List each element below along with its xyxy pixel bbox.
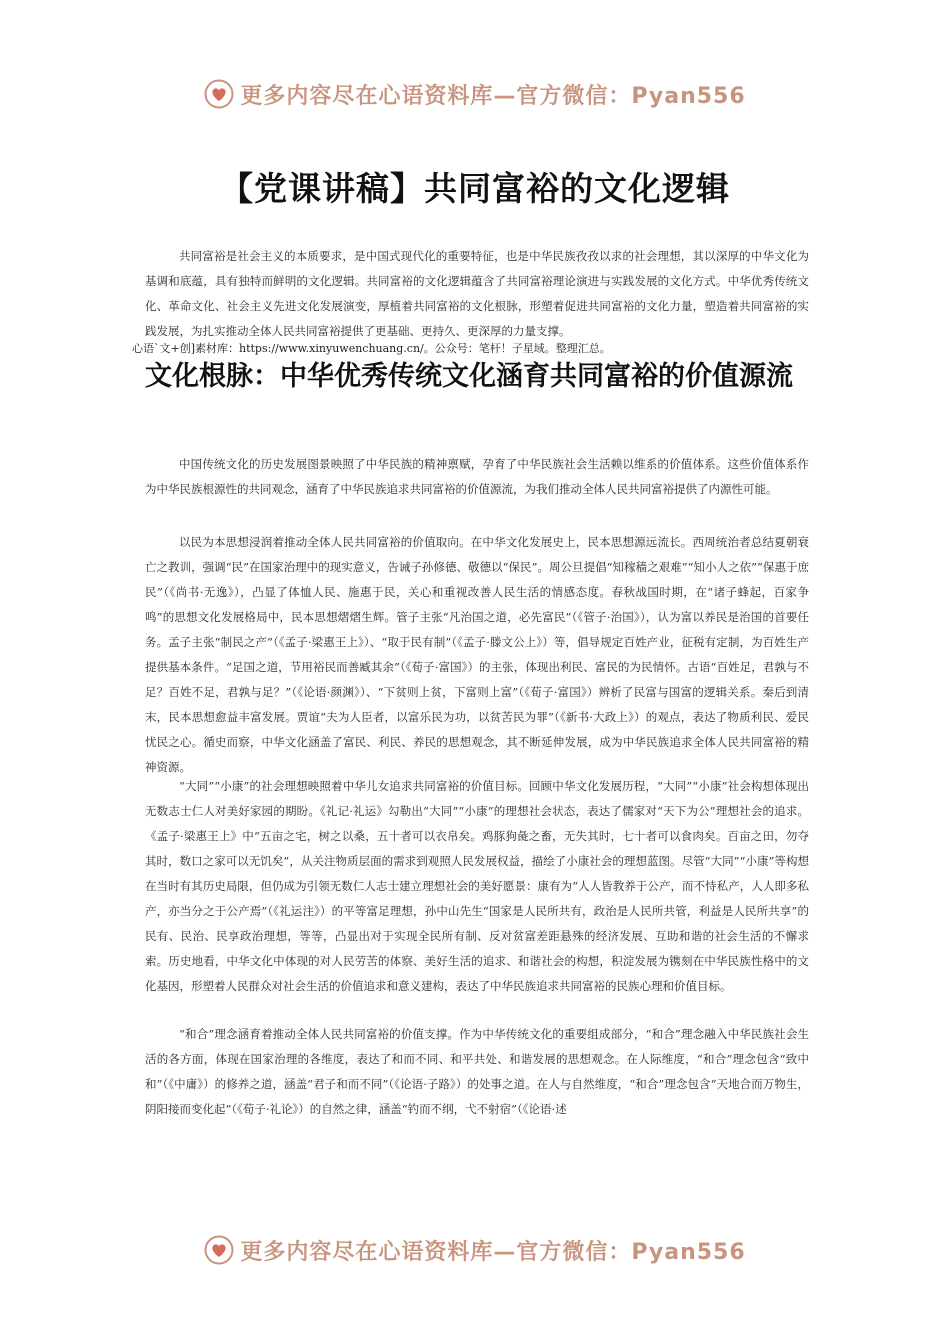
source-notice: 心语`文+创]素材库：https://www.xinyuwenchuang.cn/。公众号：笔杆！子星域。整理汇总。 [132,342,611,355]
heart-hand-logo [204,1235,234,1265]
intro-paragraph: 共同富裕是社会主义的本质要求，是中国式现代化的重要特征，也是中华民族孜孜以求的社会理想，其以深厚的中华文化为基调和底蕴，具有独特而鲜明的文化逻辑。共同富裕的文化逻辑蕴含了共同富裕理论演进与实践发展的文化方式。中华优秀传统文化、革命文化、社会主义先进文化发展演变，厚植着共同富裕的文化根脉，形塑着促进共同富裕的文化力量，塑造着共同富裕的实践发展，为扎实推动全体人民共同富裕提供了更基础、更持久、更深厚的力量支撑。 [145,249,809,338]
banner-text: 更多内容尽在心语资料库—官方微信：Pyan556 [240,1239,746,1265]
body-paragraph-4 [145,1022,809,1122]
footer-banner [0,1230,950,1270]
body-paragraph-1 [145,452,809,502]
paragraph: 以民为本思想浸润着推动全体人民共同富裕的价值取向。在中华文化发展史上，民本思想源远流长。西周统治者总结夏朝衰亡之教训，强调“民”在国家治理中的现实意义，告诫子孙修德、敬德以“保民”。周公旦提倡“知稼穑之艰难”“知小人之依”“保惠于庶民”（《尚书·无逸》），凸显了体恤人民、施惠于民，关心和重视改善人民生活的情感态度。春秋战国时期，在“诸子蜂起，百家争鸣”的思想文化发展格局中，民本思想熠熠生辉。管子主张“凡治国之道，必先富民”（《管子·治国》），认为富以养民是治国的首要任务。孟子主张“制民之产”（《孟子·梁惠王上》）、“取于民有制”（《孟子·滕文公上》）等，倡导规定百姓产业，征税有定制，为百姓生产提供基本条件。“足国之道，节用裕民而善臧其余”（《荀子·富国》）的主张，体现出利民、富民的为民情怀。古语“百姓足，君孰与不足？百姓不足，君孰与足？”（《论语·颜渊》）、“下贫则上贫，下富则上富”（《荀子·富国》）辨析了民富与国富的逻辑关系。秦后到清末，民本思想愈益丰富发展。贾谊“夫为人臣者，以富乐民为功，以贫苦民为罪”（《新书·大政上》）的观点，表达了物质利民、爱民忧民之心。循史而察，中华文化涵盖了富民、利民、养民的思想观念，其不断延伸发展，成为中华民族追求全体人民共同富裕的精神资源。 [145,535,809,774]
body-paragraph-3 [145,774,809,999]
section-heading: 文化根脉：中华优秀传统文化涵育共同富裕的价值源流 [145,361,793,392]
page-title: 【党课讲稿】共同富裕的文化逻辑 [220,169,730,208]
paragraph: 中国传统文化的历史发展图景映照了中华民族的精神禀赋，孕育了中华民族社会生活赖以维系的价值体系。这些价值体系作为中华民族根源性的共同观念，涵育了中华民族追求共同富裕的价值源流，为我们推动全体人民共同富裕提供了内源性可能。 [145,457,809,496]
heart-hand-logo [204,79,234,109]
banner-text: 更多内容尽在心语资料库—官方微信：Pyan556 [240,83,746,109]
body-paragraph-2 [145,530,809,780]
paragraph: “和合”理念涵育着推动全体人民共同富裕的价值支撑。作为中华传统文化的重要组成部分，“和合”理念融入中华民族社会生活的各方面，体现在国家治理的各维度，表达了和而不同、和平共处、和谐发展的思想观念。在人际维度，“和合”理念包含“致中和”（《中庸》）的修养之道，涵盖“君子和而不同”（《论语·子路》）的处事之道。在人与自然维度，“和合”理念包含“天地合而万物生，阴阳接而变化起”（《荀子·礼论》）的自然之律，涵盖“钓而不纲，弋不射宿”（《论语·述 [145,1027,809,1116]
paragraph: “大同”“小康”的社会理想映照着中华儿女追求共同富裕的价值目标。回顾中华文化发展历程，“大同”“小康”社会构想体现出无数志士仁人对美好家园的期盼。《礼记·礼运》勾勒出“大同”“小康”的理想社会状态，表达了儒家对“天下为公”理想社会的追求。《孟子·梁惠王上》中“五亩之宅，树之以桑，五十者可以衣帛矣。鸡豚狗彘之畜，无失其时，七十者可以食肉矣。百亩之田，勿夺其时，数口之家可以无饥矣”，从关注物质层面的需求到观照人民发展权益，描绘了小康社会的理想蓝图。尽管“大同”“小康”等构想在当时有其历史局限，但仍成为引领无数仁人志士建立理想社会的美好愿景：康有为“人人皆教养于公产，而不恃私产，人人即多私产，亦当分之于公产焉”（《礼运注》）的平等富足理想，孙中山先生“国家是人民所共有，政治是人民所共管，利益是人民所共享”的民有、民治、民享政治理想，等等，凸显出对于实现全民所有制、反对贫富差距悬殊的经济发展、互助和谐的社会生活的不懈求索。历史地看，中华文化中体现的对人民劳苦的体察、美好生活的追求、和谐社会的构想，积淀发展为镌刻在中华民族性格中的文化基因，形塑着人民群众对社会生活的价值追求和意义建构，表达了中华民族追求共同富裕的民族心理和价值目标。 [145,779,809,993]
intro-block [145,244,809,344]
header-banner [0,74,950,114]
